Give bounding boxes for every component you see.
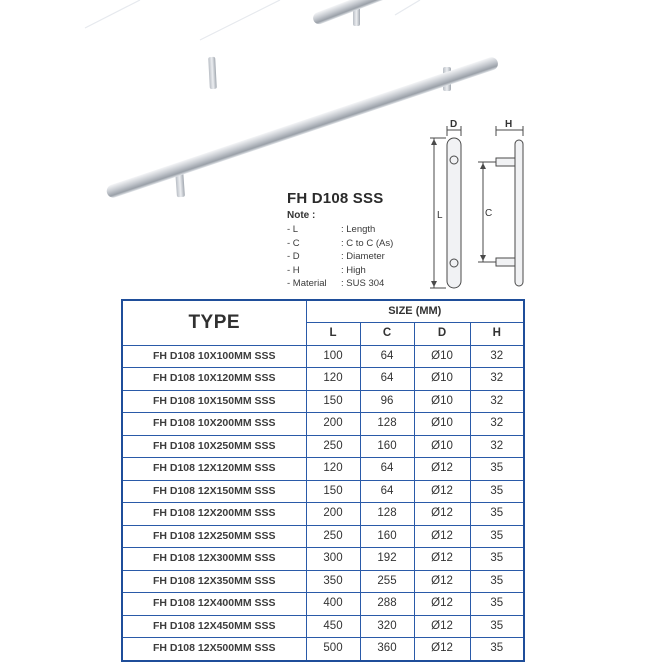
note-value: : High: [341, 264, 366, 276]
column-header-c: C: [360, 323, 414, 346]
l-cell: 150: [306, 390, 360, 413]
note-key: - H: [287, 264, 300, 276]
column-header-d: D: [414, 323, 470, 346]
h-cell: 32: [470, 390, 524, 413]
table-row: [122, 345, 524, 368]
dimension-diagram: [420, 118, 530, 296]
note-value: : Diameter: [341, 251, 385, 262]
l-cell: 200: [306, 503, 360, 526]
type-header: TYPE: [122, 300, 306, 345]
h-cell: 32: [470, 368, 524, 391]
table-row: [122, 435, 524, 458]
table-row: [122, 503, 524, 526]
note-value: : SUS 304: [341, 278, 385, 289]
table-row: [122, 458, 524, 481]
d-cell: Ø10: [414, 345, 470, 368]
note-value: : Length: [341, 224, 376, 235]
c-cell: 128: [360, 503, 414, 526]
diagram-label-d: D: [450, 119, 458, 130]
d-cell: Ø12: [414, 458, 470, 481]
type-cell: FH D108 10X150MM SSS: [122, 390, 306, 413]
note-key: - L: [287, 224, 299, 235]
l-cell: 400: [306, 593, 360, 616]
h-cell: 32: [470, 413, 524, 436]
table-row: [122, 390, 524, 413]
diagram-label-c: C: [485, 208, 493, 219]
l-cell: 500: [306, 638, 360, 661]
c-cell: 288: [360, 593, 414, 616]
type-cell: FH D108 12X300MM SSS: [122, 548, 306, 571]
l-cell: 300: [306, 548, 360, 571]
d-cell: Ø12: [414, 593, 470, 616]
l-cell: 350: [306, 570, 360, 593]
table-row: [122, 480, 524, 503]
c-cell: 96: [360, 390, 414, 413]
c-cell: 160: [360, 525, 414, 548]
c-cell: 64: [360, 480, 414, 503]
size-header: SIZE (MM): [306, 300, 524, 323]
l-cell: 450: [306, 615, 360, 638]
size-spec-table: [121, 299, 525, 662]
type-cell: FH D108 12X500MM SSS: [122, 638, 306, 661]
c-cell: 128: [360, 413, 414, 436]
note-key: - D: [287, 251, 300, 262]
l-cell: 120: [306, 458, 360, 481]
type-cell: FH D108 10X250MM SSS: [122, 435, 306, 458]
l-cell: 100: [306, 345, 360, 368]
type-cell: FH D108 12X200MM SSS: [122, 503, 306, 526]
c-cell: 160: [360, 435, 414, 458]
h-cell: 35: [470, 503, 524, 526]
table-row: [122, 593, 524, 616]
type-cell: FH D108 12X120MM SSS: [122, 458, 306, 481]
product-title: FH D108 SSS: [287, 190, 384, 207]
h-cell: 35: [470, 570, 524, 593]
d-cell: Ø12: [414, 548, 470, 571]
diagram-label-l: L: [437, 210, 443, 221]
h-cell: 35: [470, 593, 524, 616]
d-cell: Ø12: [414, 615, 470, 638]
table-row: [122, 368, 524, 391]
h-cell: 35: [470, 480, 524, 503]
table-row: [122, 548, 524, 571]
d-cell: Ø12: [414, 638, 470, 661]
l-cell: 250: [306, 525, 360, 548]
c-cell: 320: [360, 615, 414, 638]
watermark-lines: [85, 0, 420, 40]
table-row: [122, 570, 524, 593]
d-cell: Ø12: [414, 570, 470, 593]
h-cell: 35: [470, 548, 524, 571]
h-cell: 32: [470, 345, 524, 368]
diagram-label-h: H: [505, 119, 513, 130]
c-cell: 192: [360, 548, 414, 571]
h-cell: 35: [470, 525, 524, 548]
type-cell: FH D108 12X400MM SSS: [122, 593, 306, 616]
d-cell: Ø10: [414, 368, 470, 391]
type-cell: FH D108 12X150MM SSS: [122, 480, 306, 503]
d-cell: Ø12: [414, 480, 470, 503]
d-cell: Ø10: [414, 390, 470, 413]
column-header-l: L: [306, 323, 360, 346]
table-row: [122, 615, 524, 638]
d-cell: Ø12: [414, 525, 470, 548]
note-value: : C to C (As): [341, 237, 394, 249]
l-cell: 200: [306, 413, 360, 436]
type-cell: FH D108 12X250MM SSS: [122, 525, 306, 548]
c-cell: 255: [360, 570, 414, 593]
type-cell: FH D108 10X100MM SSS: [122, 345, 306, 368]
type-cell: FH D108 10X120MM SSS: [122, 368, 306, 391]
h-cell: 35: [470, 458, 524, 481]
type-cell: FH D108 10X200MM SSS: [122, 413, 306, 436]
note-title: Note :: [287, 210, 316, 221]
h-cell: 35: [470, 638, 524, 661]
table-row: [122, 413, 524, 436]
d-cell: Ø12: [414, 503, 470, 526]
spec-table-body: [122, 345, 524, 661]
table-row: [122, 525, 524, 548]
c-cell: 64: [360, 368, 414, 391]
l-cell: 120: [306, 368, 360, 391]
short-handle-image: [208, 0, 535, 89]
table-row: [122, 638, 524, 661]
h-cell: 35: [470, 615, 524, 638]
d-cell: Ø10: [414, 435, 470, 458]
note-key: - C: [287, 237, 300, 249]
l-cell: 150: [306, 480, 360, 503]
c-cell: 64: [360, 345, 414, 368]
note-key: - Material: [287, 278, 327, 289]
c-cell: 64: [360, 458, 414, 481]
l-cell: 250: [306, 435, 360, 458]
type-cell: FH D108 12X450MM SSS: [122, 615, 306, 638]
d-cell: Ø10: [414, 413, 470, 436]
h-cell: 32: [470, 435, 524, 458]
column-header-h: H: [470, 323, 524, 346]
c-cell: 360: [360, 638, 414, 661]
type-cell: FH D108 12X350MM SSS: [122, 570, 306, 593]
